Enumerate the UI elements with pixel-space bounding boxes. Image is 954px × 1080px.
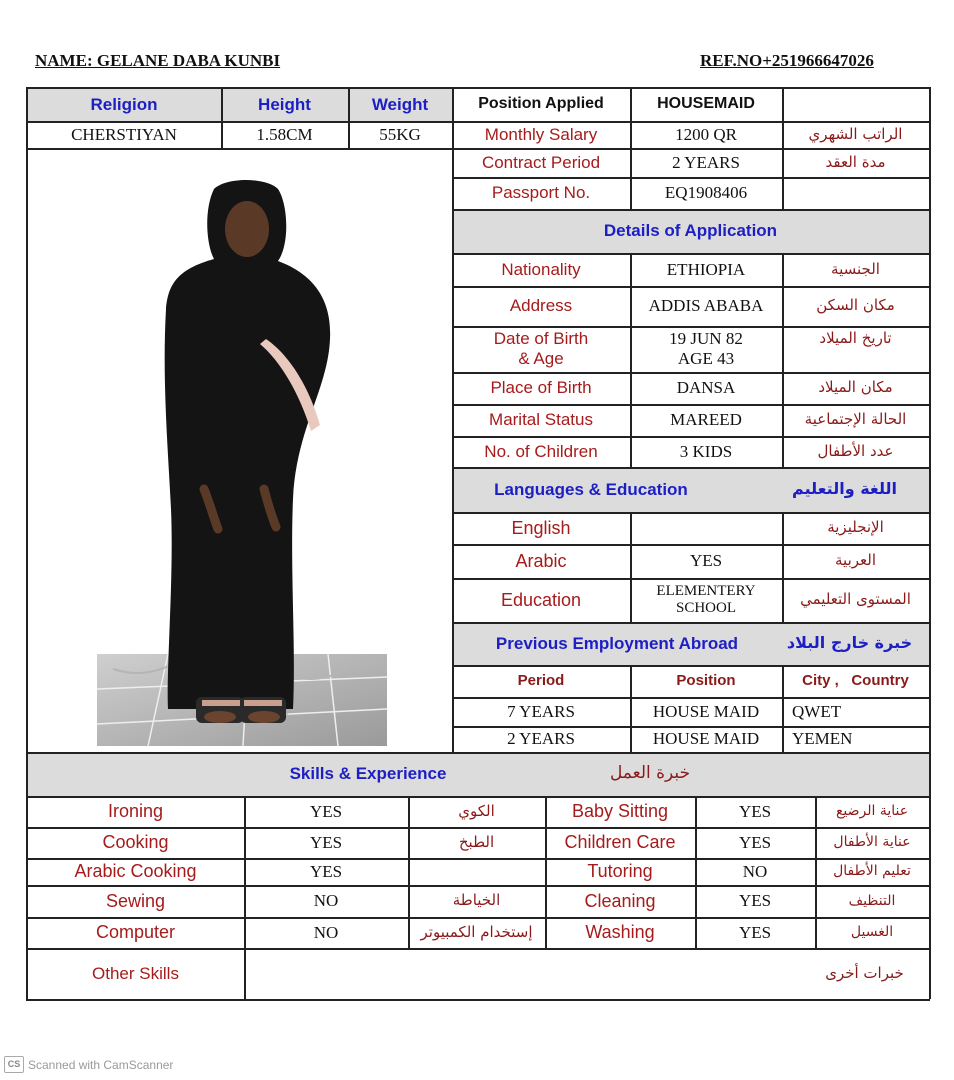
detail-label: Address bbox=[509, 296, 573, 316]
skill-left-value: NO bbox=[313, 922, 339, 942]
grid-line bbox=[452, 697, 930, 699]
skill-right-value: YES bbox=[738, 891, 772, 911]
grid-line bbox=[452, 253, 930, 255]
skill-left-label: Ironing bbox=[107, 801, 164, 822]
grid-line bbox=[26, 917, 930, 919]
skill-left-ar bbox=[408, 858, 545, 885]
skill-right-label: Washing bbox=[585, 922, 655, 943]
scanner-watermark bbox=[4, 1056, 173, 1073]
skill-left-label: Sewing bbox=[105, 890, 166, 911]
detail-value: 3 KIDS bbox=[679, 441, 733, 461]
grid-line bbox=[630, 512, 632, 622]
position-value: HOUSEMAID bbox=[657, 95, 755, 113]
detail-ar: مكان الميلاد bbox=[818, 378, 893, 397]
grid-line bbox=[452, 177, 930, 179]
grid-line bbox=[26, 796, 930, 798]
weight-label: Weight bbox=[371, 94, 429, 114]
skill-left-ar: الكوي bbox=[458, 801, 495, 820]
skill-left-ar: الخياطة bbox=[452, 891, 501, 910]
grid-line bbox=[452, 209, 930, 211]
detail-ar: الجنسية bbox=[831, 259, 880, 278]
detail-value: DANSA bbox=[676, 378, 736, 398]
detail-ar: تاريخ الميلاد bbox=[819, 329, 892, 347]
detail-label: Nationality bbox=[501, 259, 581, 279]
grid-line bbox=[26, 827, 930, 829]
skill-right-ar: التنظيف bbox=[848, 892, 896, 909]
religion-value: CHERSTIYAN bbox=[71, 124, 177, 144]
language-label: Arabic bbox=[515, 550, 567, 571]
detail-label: No. of Children bbox=[484, 441, 598, 461]
skill-left-label: Computer bbox=[95, 922, 176, 943]
weight-value: 55KG bbox=[379, 124, 421, 144]
passport-value: EQ1908406 bbox=[664, 183, 748, 203]
height-value: 1.58CM bbox=[256, 124, 313, 144]
grid-line bbox=[782, 512, 784, 622]
skill-right-value: YES bbox=[738, 832, 772, 852]
grid-line bbox=[929, 87, 931, 999]
skill-right-ar: تعليم الأطفال bbox=[833, 863, 911, 880]
skill-left-value: YES bbox=[309, 801, 343, 821]
other-skills-ar: خبرات أخرى bbox=[825, 963, 904, 982]
grid-line bbox=[26, 858, 930, 860]
candidate-name: NAME: GELANE DABA KUNBI bbox=[35, 51, 281, 70]
skill-left-value: YES bbox=[309, 832, 343, 852]
detail-label: Place of Birth bbox=[490, 378, 592, 398]
grid-line bbox=[782, 665, 784, 752]
language-label: Education bbox=[500, 589, 582, 610]
passport-label: Passport No. bbox=[491, 183, 591, 203]
skill-right-label: Cleaning bbox=[584, 890, 656, 911]
col-position: Position bbox=[676, 672, 736, 690]
grid-line bbox=[452, 372, 930, 374]
grid-line bbox=[545, 796, 547, 948]
skill-right-ar: عناية الرضيع bbox=[835, 803, 909, 820]
salary-label: Monthly Salary bbox=[484, 124, 598, 144]
employment-position: HOUSE MAID bbox=[652, 701, 760, 721]
skill-left-label: Arabic Cooking bbox=[74, 861, 197, 882]
detail-value: 19 JUN 82 AGE 43 bbox=[669, 329, 743, 368]
grid-line bbox=[26, 752, 930, 754]
candidate-photo bbox=[28, 149, 451, 751]
skills-heading-ar: خبرة العمل bbox=[609, 763, 691, 784]
skills-heading: Skills & Experience bbox=[289, 764, 447, 784]
detail-ar: الحالة الإجتماعية bbox=[804, 410, 907, 429]
contract-ar: مدة العقد bbox=[825, 152, 886, 171]
skill-left-value: NO bbox=[313, 891, 339, 911]
languages-heading: Languages & Education bbox=[494, 479, 688, 499]
skill-right-value: NO bbox=[742, 861, 768, 881]
skill-right-label: Baby Sitting bbox=[571, 801, 669, 822]
grid-line bbox=[26, 87, 930, 89]
employment-place: YEMEN bbox=[792, 729, 853, 749]
language-ar: العربية bbox=[835, 551, 876, 570]
height-label: Height bbox=[258, 94, 311, 114]
grid-line bbox=[782, 253, 784, 467]
contract-value: 2 YEARS bbox=[672, 152, 740, 172]
grid-line bbox=[695, 796, 697, 948]
employment-period: 2 YEARS bbox=[507, 729, 575, 749]
grid-line bbox=[26, 885, 930, 887]
skill-left-label: Cooking bbox=[102, 832, 169, 853]
grid-line bbox=[452, 544, 930, 546]
grid-line bbox=[26, 948, 930, 950]
employment-position: HOUSE MAID bbox=[652, 729, 760, 749]
skill-right-label: Children Care bbox=[564, 832, 676, 853]
grid-line bbox=[452, 87, 454, 752]
language-value: ELEMENTERY SCHOOL bbox=[656, 582, 756, 616]
skill-right-value: YES bbox=[738, 922, 772, 942]
salary-value: 1200 QR bbox=[675, 124, 737, 144]
employment-place: QWET bbox=[792, 701, 842, 721]
grid-line bbox=[26, 121, 930, 123]
reference-number: REF.NO+251966647026 bbox=[700, 51, 874, 70]
grid-line bbox=[348, 87, 350, 148]
salary-ar: الراتب الشهري bbox=[808, 124, 903, 143]
skill-left-ar: إستخدام الكمبيوتر bbox=[420, 922, 533, 941]
grid-line bbox=[452, 404, 930, 406]
grid-line bbox=[452, 326, 930, 328]
language-value bbox=[630, 512, 782, 544]
grid-line bbox=[221, 87, 223, 148]
scanner-text: Scanned with CamScanner bbox=[28, 1057, 174, 1072]
religion-label: Religion bbox=[90, 94, 158, 114]
employment-period: 7 YEARS bbox=[507, 701, 575, 721]
other-skills-label: Other Skills bbox=[92, 963, 179, 983]
grid-line bbox=[630, 253, 632, 467]
position-label: Position Applied bbox=[478, 95, 604, 113]
languages-heading-ar: اللغة والتعليم bbox=[792, 479, 897, 499]
detail-label: Date of Birth & Age bbox=[493, 329, 589, 368]
col-city-country: City , Country bbox=[802, 672, 909, 690]
skill-right-ar: عناية الأطفال bbox=[833, 834, 911, 851]
detail-ar: عدد الأطفال bbox=[817, 441, 894, 460]
grid-line bbox=[452, 436, 930, 438]
detail-value: ETHIOPIA bbox=[666, 259, 746, 279]
grid-line bbox=[452, 286, 930, 288]
employment-heading: Previous Employment Abroad bbox=[495, 633, 739, 653]
language-value: YES bbox=[689, 551, 723, 571]
language-label: English bbox=[511, 517, 571, 538]
grid-line bbox=[26, 87, 28, 999]
grid-line bbox=[452, 148, 930, 150]
details-heading: Details of Application bbox=[452, 209, 929, 253]
grid-line bbox=[630, 665, 632, 752]
grid-line bbox=[452, 665, 930, 667]
grid-line bbox=[452, 467, 930, 469]
skill-left-ar: الطبخ bbox=[458, 832, 495, 851]
language-ar: المستوى التعليمي bbox=[800, 590, 911, 609]
grid-line bbox=[408, 796, 410, 948]
skill-right-value: YES bbox=[738, 801, 772, 821]
grid-line bbox=[815, 796, 817, 948]
skill-left-value: YES bbox=[309, 861, 343, 881]
grid-line bbox=[26, 999, 930, 1001]
employment-heading-ar: خبرة خارج البلاد bbox=[786, 633, 913, 653]
col-period: Period bbox=[517, 672, 565, 690]
grid-line bbox=[452, 512, 930, 514]
detail-label: Marital Status bbox=[489, 410, 593, 430]
skill-right-label: Tutoring bbox=[587, 861, 653, 882]
detail-value: MAREED bbox=[670, 410, 742, 430]
camscanner-logo: CS bbox=[4, 1056, 24, 1073]
skill-right-ar: الغسيل bbox=[850, 924, 894, 941]
grid-line bbox=[26, 148, 452, 150]
language-ar: الإنجليزية bbox=[827, 518, 884, 537]
grid-line bbox=[452, 622, 930, 624]
detail-value: ADDIS ABABA bbox=[648, 296, 764, 316]
detail-ar: مكان السكن bbox=[816, 296, 895, 315]
grid-line bbox=[244, 796, 246, 999]
contract-label: Contract Period bbox=[481, 152, 601, 172]
grid-line bbox=[452, 578, 930, 580]
grid-line bbox=[452, 726, 930, 728]
